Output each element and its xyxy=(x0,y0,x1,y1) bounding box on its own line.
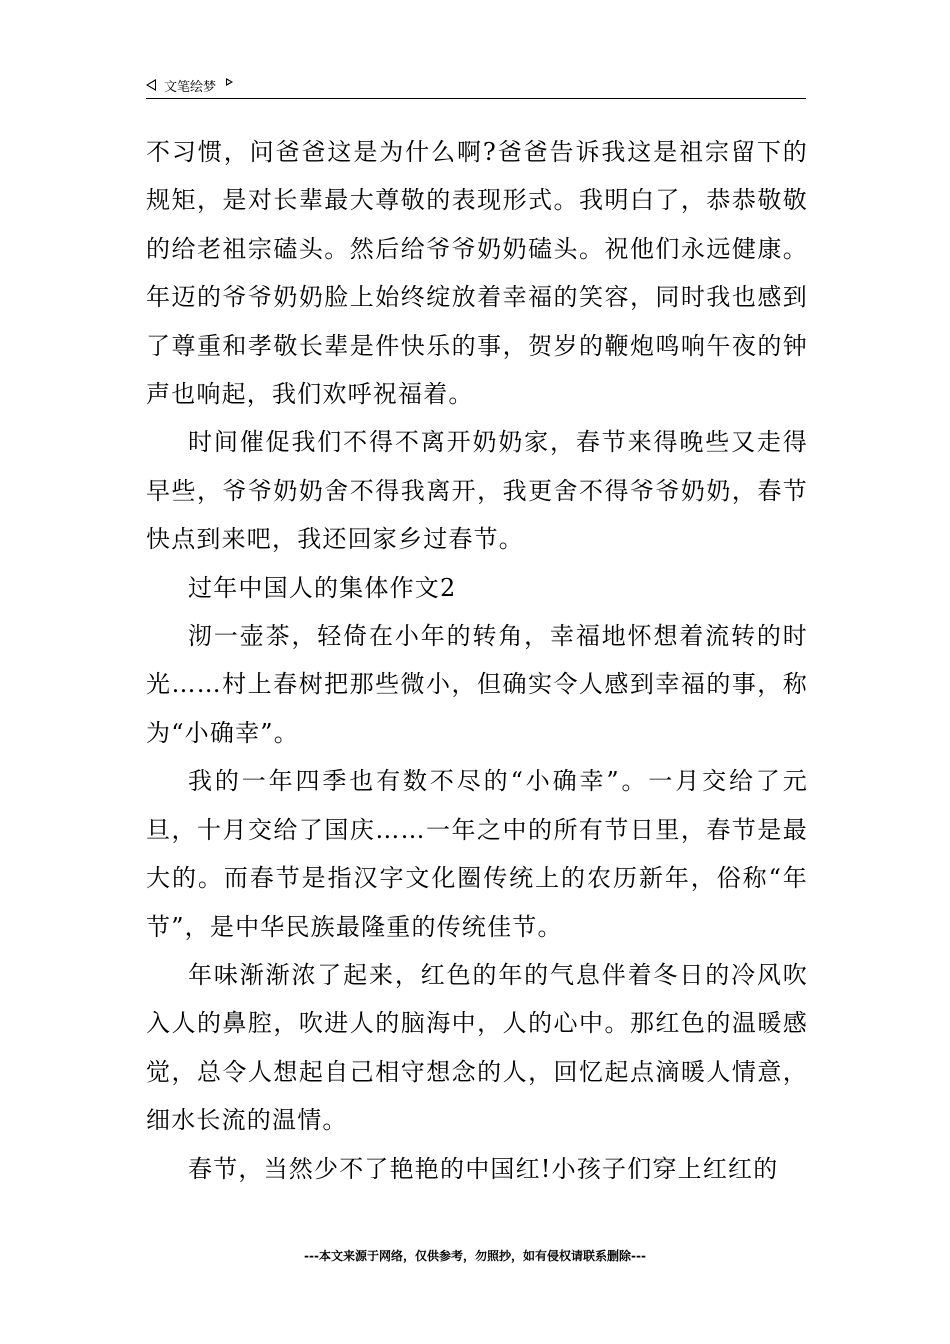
document-body xyxy=(146,128,808,1193)
header-title: 文笔绘梦 xyxy=(164,79,217,95)
triangle-left-icon xyxy=(146,79,156,91)
page-header xyxy=(146,72,806,99)
paragraph-continuation: 不习惯，问爸爸这是为什么啊?爸爸告诉我这是祖宗留下的规矩，是对长辈最大尊敬的表现形式。我明白了，恭恭敬敬的给老祖宗磕头。然后给爷爷奶奶磕头。祝他们永远健康。年迈的爷爷奶奶脸上始终绽放着幸福的笑容，同时我也感到了尊重和孝敬长辈是件快乐的事，贺岁的鞭炮鸣响午夜的钟声也响起，我们欢呼祝福着。 xyxy=(146,138,808,409)
paragraph: 我的一年四季也有数不尽的“小确幸”。一月交给了元旦，十月交给了国庆……一年之中的所有节日里，春节是最大的。而春节是指汉字文化圈传统上的农历新年，俗称“年节”，是中华民族最隆重的传统佳节。 xyxy=(146,767,808,941)
paragraph: 沏一壶茶，轻倚在小年的转角，幸福地怀想着流转的时光……村上春树把那些微小，但确实令人感到幸福的事，称为“小确幸”。 xyxy=(146,622,808,747)
footer-disclaimer: ---本文来源于网络，仅供参考，勿照抄，如有侵权请联系删除--- xyxy=(304,1249,646,1263)
triangle-right-icon xyxy=(226,78,233,86)
section-heading: 过年中国人的集体作文2 xyxy=(188,573,457,602)
paragraph: 春节，当然少不了艳艳的中国红!小孩子们穿上红红的 xyxy=(188,1154,779,1183)
paragraph: 时间催促我们不得不离开奶奶家，春节来得晚些又走得早些，爷爷奶奶舍不得我离开，我更舍不得爷爷奶奶，春节快点到来吧，我还回家乡过春节。 xyxy=(146,428,808,554)
paragraph: 年味渐渐浓了起来，红色的年的气息伴着冬日的冷风吹入人的鼻腔，吹进人的脑海中，人的心中。那红色的温暖感觉，总令人想起自己相守想念的人，回忆起点滴暖人情意，细水长流的温情。 xyxy=(146,960,808,1135)
